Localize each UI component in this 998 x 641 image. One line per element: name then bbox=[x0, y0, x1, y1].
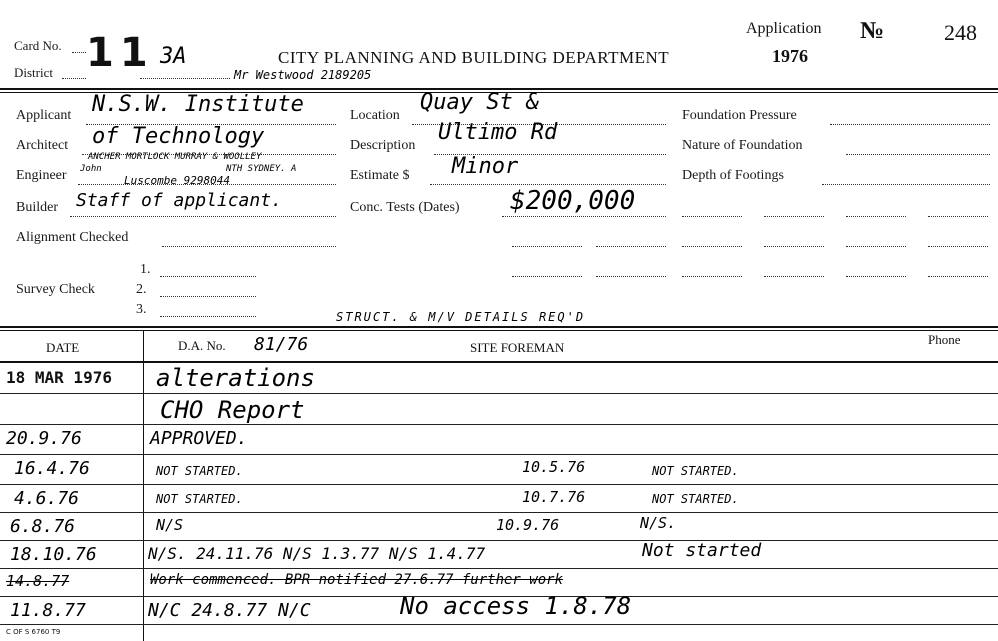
estimate-label: Estimate $ bbox=[350, 168, 410, 183]
cost-value: $200,000 bbox=[510, 186, 636, 216]
log-row-entry-2: Not started bbox=[642, 540, 762, 561]
log-row-date: 16.4.76 bbox=[14, 458, 90, 479]
engineer-value-contact: Luscombe 9298044 bbox=[124, 174, 230, 187]
log-row-date: 6.8.76 bbox=[10, 516, 76, 537]
da-no-value: 81/76 bbox=[254, 334, 309, 355]
log-row-entry-2: No access 1.8.78 bbox=[400, 592, 632, 620]
builder-label: Builder bbox=[16, 200, 58, 215]
survey-check-2: 2. bbox=[136, 282, 147, 297]
architect-label: Architect bbox=[16, 138, 69, 153]
log-row-entry: N/S. 24.11.76 N/S 1.3.77 N/S 1.4.77 bbox=[148, 544, 486, 563]
log-row-date: 14.8.77 bbox=[6, 572, 70, 590]
log-row-date-2: 10.7.76 bbox=[522, 488, 586, 506]
builder-value: Staff of applicant. bbox=[76, 190, 282, 211]
log-row-entry: N/C 24.8.77 N/C bbox=[148, 600, 311, 621]
estimate-value: Minor bbox=[452, 154, 519, 179]
card-no-label: Card No. bbox=[14, 38, 62, 53]
log-row-entry-2: NOT STARTED. bbox=[652, 492, 739, 506]
applicant-value: N.S.W. Institute bbox=[92, 92, 304, 117]
log-row-date-2: 10.5.76 bbox=[522, 458, 586, 476]
application-number: 248 bbox=[944, 20, 977, 45]
engineer-label: Engineer bbox=[16, 168, 67, 183]
conc-tests-label: Conc. Tests (Dates) bbox=[350, 200, 460, 215]
card-no-value: 11 bbox=[86, 30, 154, 76]
log-row-entry-2: NOT STARTED. bbox=[652, 464, 739, 478]
log-row-entry: CHO Report bbox=[160, 396, 305, 424]
description-value: Ultimo Rd bbox=[438, 120, 558, 145]
da-no-label: D.A. No. bbox=[178, 338, 226, 353]
location-value: Quay St & bbox=[420, 90, 540, 115]
table-header-rule bbox=[0, 361, 998, 363]
department-title: CITY PLANNING AND BUILDING DEPARTMENT bbox=[278, 48, 670, 67]
log-row-date-2: 10.9.76 bbox=[496, 516, 560, 534]
nature-foundation-label: Nature of Foundation bbox=[682, 138, 803, 153]
log-row-date: 4.6.76 bbox=[14, 488, 80, 509]
log-row-entry: alterations bbox=[156, 364, 315, 392]
depth-footings-label: Depth of Footings bbox=[682, 168, 784, 183]
struct-note: STRUCT. & M/V DETAILS REQ'D bbox=[336, 310, 586, 324]
log-row-entry: Work commenced. BPR notified 27.6.77 further work bbox=[150, 572, 564, 588]
description-label: Description bbox=[350, 138, 416, 153]
alignment-label: Alignment Checked bbox=[16, 230, 129, 245]
table-top-rule bbox=[0, 326, 998, 328]
log-row-entry-2: N/S. bbox=[640, 514, 677, 532]
location-label: Location bbox=[350, 108, 400, 123]
district-label: District bbox=[14, 65, 53, 80]
engineer-value-suburb: NTH SYDNEY. A bbox=[226, 164, 297, 174]
log-row-entry: NOT STARTED. bbox=[156, 464, 243, 478]
survey-check-1: 1. bbox=[140, 262, 151, 277]
top-note: Mr Westwood 2189205 bbox=[234, 68, 372, 82]
log-row-date: 20.9.76 bbox=[6, 428, 82, 449]
phone-header: Phone bbox=[928, 332, 961, 347]
application-label: Application bbox=[746, 20, 822, 37]
applicant-label: Applicant bbox=[16, 108, 72, 123]
log-row-entry: NOT STARTED. bbox=[156, 492, 243, 506]
log-row-entry: N/S bbox=[156, 516, 184, 534]
log-row-entry: APPROVED. bbox=[150, 428, 248, 449]
survey-label: Survey Check bbox=[16, 282, 95, 297]
log-row-date: 11.8.77 bbox=[10, 600, 86, 621]
log-row-date: 18.10.76 bbox=[10, 544, 97, 565]
log-row-date: 18 MAR 1976 bbox=[6, 368, 112, 387]
table-top-rule-thin bbox=[0, 330, 998, 331]
table-column-divider bbox=[143, 330, 144, 641]
application-year: 1976 bbox=[772, 46, 808, 66]
foundation-pressure-label: Foundation Pressure bbox=[682, 108, 797, 123]
engineer-value-name: John bbox=[80, 164, 102, 174]
form-code: C OF S 6760 T9 bbox=[6, 628, 61, 636]
engineer-value-firm: ANCHER MORTLOCK MURRAY & WOOLLEY bbox=[88, 152, 262, 162]
district-value: 3A bbox=[160, 44, 187, 69]
site-foreman-header: SITE FOREMAN bbox=[470, 340, 565, 355]
architect-value: of Technology bbox=[92, 124, 265, 149]
date-header: DATE bbox=[46, 340, 80, 355]
survey-check-3: 3. bbox=[136, 302, 147, 317]
number-symbol: № bbox=[860, 18, 885, 44]
